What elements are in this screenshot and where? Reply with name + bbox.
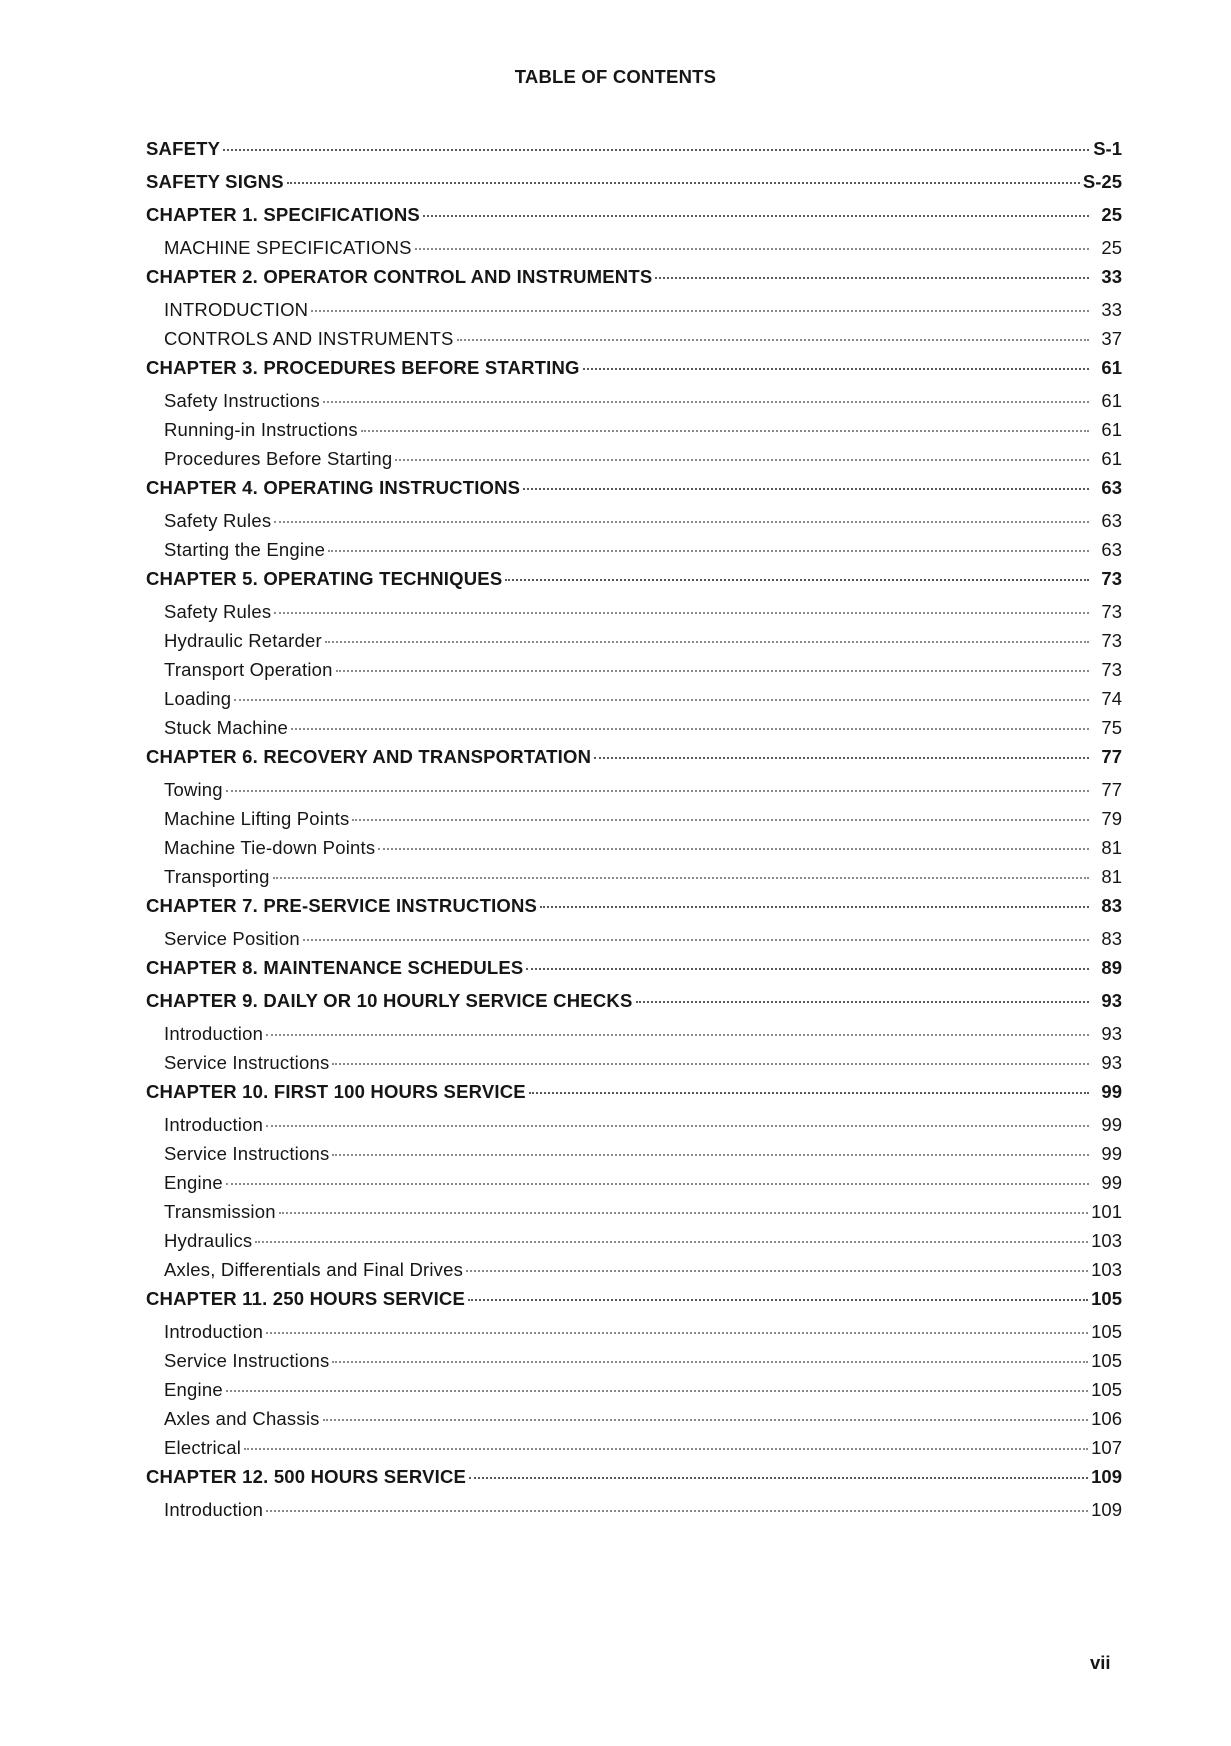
toc-entry-label: CHAPTER 4. OPERATING INSTRUCTIONS [146, 477, 521, 498]
dot-leader [226, 789, 1089, 792]
dot-leader [244, 1447, 1088, 1450]
toc-entry-page: 61 [1101, 390, 1122, 411]
dot-leader [415, 247, 1089, 250]
dot-leader [266, 1033, 1089, 1036]
toc-entry-page: 75 [1101, 717, 1122, 738]
toc-entry-label: Towing [164, 779, 223, 800]
toc-entry-page: 99 [1101, 1143, 1122, 1164]
toc-entry-page: 83 [1101, 928, 1122, 949]
dot-leader [505, 578, 1089, 581]
toc-section-entry [146, 837, 1122, 866]
dot-leader [540, 905, 1089, 908]
toc-entry-label: Electrical [164, 1437, 242, 1458]
dot-leader [323, 400, 1089, 403]
toc-chapter-entry [146, 266, 1122, 299]
dot-leader [636, 1000, 1089, 1003]
toc-section-entry [146, 688, 1122, 717]
toc-section-entry [146, 419, 1122, 448]
dot-leader [423, 214, 1089, 217]
toc-section-entry [146, 1023, 1122, 1052]
toc-entry-page: S-25 [1082, 171, 1122, 192]
toc-section-entry [146, 1172, 1122, 1201]
toc-entry-label: CHAPTER 11. 250 HOURS SERVICE [146, 1288, 466, 1309]
dot-leader [468, 1298, 1088, 1301]
toc-section-entry [146, 299, 1122, 328]
toc-chapter-entry [146, 1288, 1122, 1321]
toc-entry-label: Service Instructions [164, 1052, 330, 1073]
toc-section-entry [146, 659, 1122, 688]
toc-entry-page: 107 [1091, 1437, 1122, 1458]
toc-entry-label: Introduction [164, 1023, 264, 1044]
table-of-contents [146, 138, 1122, 1528]
toc-entry-label: Machine Lifting Points [164, 808, 350, 829]
toc-entry-label: SAFETY [146, 138, 221, 159]
toc-chapter-entry [146, 1466, 1122, 1499]
toc-chapter-entry [146, 990, 1122, 1023]
toc-entry-page: 93 [1101, 1052, 1122, 1073]
toc-entry-label: Service Instructions [164, 1350, 330, 1371]
toc-entry-page: 79 [1101, 808, 1122, 829]
toc-section-entry [146, 1408, 1122, 1437]
toc-section-entry [146, 779, 1122, 808]
toc-entry-page: 25 [1101, 204, 1122, 225]
toc-entry-page: 37 [1101, 328, 1122, 349]
toc-section-entry [146, 1437, 1122, 1466]
toc-entry-label: Transport Operation [164, 659, 333, 680]
toc-entry-label: Engine [164, 1379, 223, 1400]
toc-entry-label: Safety Instructions [164, 390, 320, 411]
dot-leader [529, 1091, 1089, 1094]
toc-section-entry [146, 1259, 1122, 1288]
toc-section-entry [146, 448, 1122, 477]
dot-leader [457, 338, 1089, 341]
dot-leader [279, 1211, 1088, 1214]
page-title: TABLE OF CONTENTS [514, 66, 717, 87]
dot-leader [526, 967, 1089, 970]
toc-entry-page: 73 [1101, 659, 1122, 680]
toc-entry-label: CHAPTER 10. FIRST 100 HOURS SERVICE [146, 1081, 526, 1102]
toc-section-entry [146, 1201, 1122, 1230]
toc-entry-page: 63 [1101, 477, 1122, 498]
dot-leader [266, 1331, 1088, 1334]
dot-leader [395, 458, 1089, 461]
toc-section-entry [146, 808, 1122, 837]
toc-entry-label: Safety Rules [164, 510, 272, 531]
toc-entry-page: 61 [1101, 357, 1122, 378]
toc-entry-label: Service Instructions [164, 1143, 330, 1164]
dot-leader [361, 429, 1089, 432]
toc-section-entry [146, 1143, 1122, 1172]
toc-section-entry [146, 1321, 1122, 1350]
toc-entry-label: Hydraulic Retarder [164, 630, 322, 651]
toc-entry-label: CHAPTER 1. SPECIFICATIONS [146, 204, 420, 225]
toc-section-entry [146, 237, 1122, 266]
toc-entry-label: Running-in Instructions [164, 419, 358, 440]
toc-entry-page: 61 [1101, 419, 1122, 440]
toc-chapter-entry [146, 957, 1122, 990]
toc-entry-page: 63 [1101, 510, 1122, 531]
toc-entry-page: 61 [1101, 448, 1122, 469]
dot-leader [311, 309, 1089, 312]
toc-entry-page: 93 [1101, 990, 1122, 1011]
toc-entry-page: 105 [1091, 1350, 1122, 1371]
toc-entry-label: Introduction [164, 1321, 264, 1342]
toc-entry-label: Machine Tie-down Points [164, 837, 376, 858]
toc-entry-label: Loading [164, 688, 232, 709]
toc-section-entry [146, 390, 1122, 419]
dot-leader [274, 611, 1089, 614]
dot-leader [523, 487, 1089, 490]
dot-leader [325, 640, 1089, 643]
toc-chapter-entry [146, 895, 1122, 928]
toc-entry-label: Hydraulics [164, 1230, 253, 1251]
dot-leader [323, 1418, 1089, 1421]
toc-entry-label: INTRODUCTION [164, 299, 309, 320]
toc-entry-page: 33 [1101, 299, 1122, 320]
toc-entry-page: S-1 [1093, 138, 1122, 159]
toc-entry-page: 99 [1101, 1114, 1122, 1135]
toc-section-entry [146, 928, 1122, 957]
toc-section-entry [146, 1379, 1122, 1408]
toc-chapter-entry [146, 1081, 1122, 1114]
toc-entry-label: Service Position [164, 928, 300, 949]
toc-entry-label: Safety Rules [164, 601, 272, 622]
toc-entry-page: 33 [1101, 266, 1122, 287]
toc-chapter-entry [146, 204, 1122, 237]
toc-entry-page: 77 [1101, 779, 1122, 800]
dot-leader [332, 1062, 1089, 1065]
toc-chapter-entry [146, 477, 1122, 510]
toc-entry-page: 99 [1101, 1081, 1122, 1102]
toc-entry-page: 63 [1101, 539, 1122, 560]
toc-entry-label: MACHINE SPECIFICATIONS [164, 237, 412, 258]
dot-leader [336, 669, 1089, 672]
dot-leader [274, 520, 1089, 523]
toc-section-entry [146, 1499, 1122, 1528]
dot-leader [266, 1509, 1088, 1512]
toc-entry-label: CHAPTER 6. RECOVERY AND TRANSPORTATION [146, 746, 592, 767]
toc-entry-label: CHAPTER 7. PRE-SERVICE INSTRUCTIONS [146, 895, 538, 916]
toc-chapter-entry [146, 357, 1122, 390]
dot-leader [352, 818, 1089, 821]
toc-section-entry [146, 717, 1122, 746]
toc-entry-label: Axles, Differentials and Final Drives [164, 1259, 464, 1280]
toc-entry-page: 73 [1101, 601, 1122, 622]
toc-entry-page: 83 [1101, 895, 1122, 916]
toc-section-entry [146, 1230, 1122, 1259]
dot-leader [226, 1182, 1089, 1185]
toc-entry-page: 74 [1101, 688, 1122, 709]
dot-leader [378, 847, 1089, 850]
toc-entry-label: CHAPTER 12. 500 HOURS SERVICE [146, 1466, 467, 1487]
toc-entry-label: CHAPTER 3. PROCEDURES BEFORE STARTING [146, 357, 580, 378]
toc-entry-page: 106 [1091, 1408, 1122, 1429]
dot-leader [332, 1360, 1088, 1363]
toc-entry-label: CHAPTER 5. OPERATING TECHNIQUES [146, 568, 503, 589]
toc-chapter-entry [146, 171, 1122, 204]
dot-leader [226, 1389, 1088, 1392]
toc-entry-page: 103 [1091, 1230, 1122, 1251]
toc-entry-page: 105 [1091, 1288, 1122, 1309]
toc-chapter-entry [146, 568, 1122, 601]
toc-entry-label: Axles and Chassis [164, 1408, 320, 1429]
toc-entry-page: 25 [1101, 237, 1122, 258]
toc-entry-page: 73 [1101, 630, 1122, 651]
toc-entry-page: 109 [1091, 1499, 1122, 1520]
toc-entry-label: CHAPTER 8. MAINTENANCE SCHEDULES [146, 957, 524, 978]
toc-entry-page: 99 [1101, 1172, 1122, 1193]
dot-leader [466, 1269, 1088, 1272]
toc-entry-page: 81 [1101, 866, 1122, 887]
dot-leader [291, 727, 1089, 730]
toc-entry-label: Introduction [164, 1114, 264, 1135]
dot-leader [303, 938, 1089, 941]
toc-entry-label: Transporting [164, 866, 270, 887]
dot-leader [469, 1476, 1088, 1479]
toc-entry-page: 101 [1091, 1201, 1122, 1222]
toc-entry-page: 109 [1091, 1466, 1122, 1487]
toc-section-entry [146, 510, 1122, 539]
toc-entry-page: 93 [1101, 1023, 1122, 1044]
toc-section-entry [146, 328, 1122, 357]
page-number: vii [1090, 1652, 1111, 1673]
toc-entry-label: Engine [164, 1172, 223, 1193]
dot-leader [266, 1124, 1089, 1127]
dot-leader [655, 276, 1089, 279]
toc-section-entry [146, 1114, 1122, 1143]
toc-entry-page: 105 [1091, 1321, 1122, 1342]
dot-leader [234, 698, 1089, 701]
dot-leader [255, 1240, 1088, 1243]
toc-entry-label: SAFETY SIGNS [146, 171, 284, 192]
dot-leader [332, 1153, 1089, 1156]
toc-section-entry [146, 539, 1122, 568]
toc-entry-page: 77 [1101, 746, 1122, 767]
toc-entry-page: 105 [1091, 1379, 1122, 1400]
toc-entry-label: CONTROLS AND INSTRUMENTS [164, 328, 454, 349]
toc-chapter-entry [146, 138, 1122, 171]
toc-entry-label: Procedures Before Starting [164, 448, 393, 469]
toc-chapter-entry [146, 746, 1122, 779]
dot-leader [594, 756, 1089, 759]
toc-entry-label: Stuck Machine [164, 717, 288, 738]
toc-entry-label: Introduction [164, 1499, 264, 1520]
toc-section-entry [146, 630, 1122, 659]
dot-leader [273, 876, 1089, 879]
toc-entry-label: Starting the Engine [164, 539, 326, 560]
toc-entry-page: 73 [1101, 568, 1122, 589]
toc-entry-page: 89 [1101, 957, 1122, 978]
dot-leader [287, 181, 1080, 184]
toc-section-entry [146, 866, 1122, 895]
dot-leader [328, 549, 1089, 552]
toc-section-entry [146, 1350, 1122, 1379]
dot-leader [583, 367, 1089, 370]
toc-entry-label: Transmission [164, 1201, 276, 1222]
toc-entry-label: CHAPTER 9. DAILY OR 10 HOURLY SERVICE CHECKS [146, 990, 633, 1011]
dot-leader [223, 148, 1089, 151]
toc-entry-page: 81 [1101, 837, 1122, 858]
toc-entry-label: CHAPTER 2. OPERATOR CONTROL AND INSTRUMENTS [146, 266, 653, 287]
toc-section-entry [146, 1052, 1122, 1081]
toc-section-entry [146, 601, 1122, 630]
toc-entry-page: 103 [1091, 1259, 1122, 1280]
